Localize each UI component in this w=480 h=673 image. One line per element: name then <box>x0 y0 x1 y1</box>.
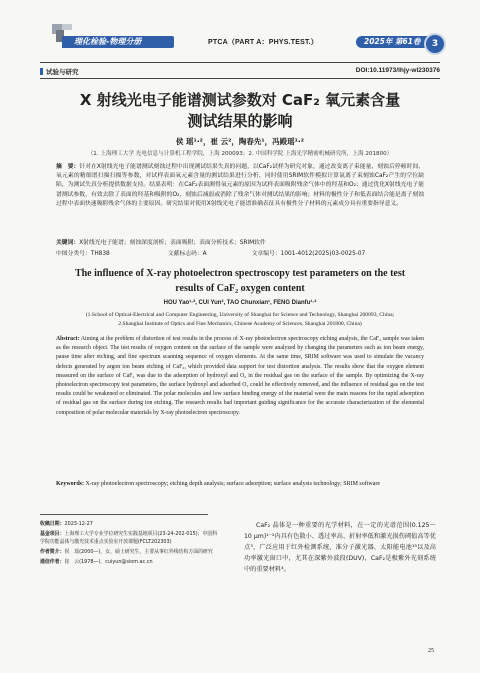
document-code: 文献标志码：A <box>167 251 207 257</box>
footnotes <box>40 520 220 568</box>
page-number: 25 <box>428 648 434 654</box>
title-chinese-line-1: X 射线光电子能谱测试参数对 CaF₂ 氧元素含量 <box>79 91 401 109</box>
affiliation-chinese: （1. 上海理工大学 光电信息与计算机工程学院，上海 200093；2. 中国科学院 上海光学精密机械研究所，上海 201800） <box>87 151 393 157</box>
keywords-chinese <box>56 237 424 246</box>
authors-chinese: 侯 瑶¹·²，崔 云²，陶春先¹，冯殿瑶¹·² <box>175 137 305 146</box>
abstract-english <box>56 335 424 418</box>
abstract-english-label: Abstract: <box>56 336 80 342</box>
section-marker-icon <box>40 68 43 75</box>
keywords-english-label: Keywords: <box>56 481 84 487</box>
section-label: 试验与研究 <box>46 68 79 76</box>
title-chinese <box>40 90 440 132</box>
doi: DOI:10.11973/lhjy-wl230376 <box>355 67 440 74</box>
footnote-fund: 基金项目：上海理工大学专业学位研究生实践基地项目(23-24-202-015)；中国科学院功能晶体与激光技术重点实验室开放课题(FCLT202303) <box>40 530 218 546</box>
keywords-chinese-label: 关键词： <box>56 240 80 246</box>
journal-name-banner <box>62 36 174 48</box>
abstract-chinese-text: 针对在X射线光电子能谱测试刻蚀过程中出现测试结果失真的问题，以CaF₂试样为研究对象，通过改变离子束能量、刻蚀后停顿时间、氧元素的精细谱扫描扫描等参数，对试样表面氧元素含量的测试结果进行分析，同时使用SRIM软件模拟计算氩离子束刻蚀CaF₂产生的空位缺陷，为测试失真分析提供数据支持。结果表明：在CaF₂表面测得氧元素的原因为试样表面吸附残余气体中的羟基和O₂；通过优化X射线光电子能谱测试参数，有效去除了表面的羟基和吸附的O₂，刻蚀后减弱或消除了残余气体对测试结果的影响；材料的极性分子和低表面结合能是离子刻蚀过程中表面快速吸附残余气体的主要原因。研究结果对使用X射线光电子能谱准确表征具有极性分子材料的元素成分具有重要指导意义。 <box>56 164 424 207</box>
issue-badge: 3 <box>424 33 446 55</box>
affiliation-english-line-2: 2.Shanghai Institute of Optics and Fine Mechanics, Chinese Academy of Sciences, Shanghai 201800, China) <box>118 320 362 327</box>
abstract-chinese <box>56 163 424 209</box>
doi-divider <box>40 78 440 79</box>
footnote-corresponding: 通信作者：崔 云(1978—)，cuiyun@siom.ac.cn <box>40 559 153 566</box>
abstract-chinese-label: 摘 要： <box>56 164 80 170</box>
header-divider <box>40 62 440 63</box>
footnote-author: 作者简介：侯 瑶(2000—)，女，硕士研究生，主要从事红外线结构方面的研究 <box>40 549 213 556</box>
section-tag <box>40 67 79 76</box>
clc-number: 中图分类号：TH838 <box>56 251 110 257</box>
volume-label: 2025年 第61卷 <box>364 37 421 46</box>
title-english-line-1: The influence of X-ray photoelectron spectroscopy test parameters on the test <box>74 268 406 279</box>
journal-abbrev: PTCA（PART A：PHYS.TEST.） <box>208 39 318 46</box>
title-english <box>40 266 440 296</box>
journal-name: 理化检验-物理分册 <box>74 37 142 46</box>
title-english-line-2: results of CaF₂ oxygen content <box>175 283 305 294</box>
keywords-chinese-text: X射线光电子能谱；刻蚀深度剖析；表面吸附；表面分析技术；SRIM软件 <box>79 240 266 246</box>
article-number: 文章编号：1001-4012(2025)03-0025-07 <box>251 251 366 257</box>
footnote-divider <box>40 514 208 515</box>
authors-english: HOU Yao¹·², CUI Yun², TAO Chunxian¹, FENG Dianfu¹·² <box>163 300 317 306</box>
affiliation-english-line-1: (1.School of Optical-Electrical and Computer Engineering, University of Shanghai for Science and Technology, Shanghai 200093, China; <box>85 312 395 318</box>
volume-banner <box>356 36 428 48</box>
body-text-column: CaF₂ 晶体是一种重要的光学材料，在一定的光谱范围(0.125～10 μm)¹⁻²内具有色散小、透过率高、折射率低和激光损伤阈值高等优点³，广泛应用于红外检测系统、准分子激光器、太阳能电池¹³以及高功率激光窗口中，尤其在深紫外波段(DUV)，CaF₂是极紫外光刻系统中的重要材料⁴。 <box>244 522 436 573</box>
affiliation-english <box>40 311 440 328</box>
title-chinese-line-2: 测试结果的影响 <box>187 112 293 130</box>
keywords-english-text: X-ray photoelectron spectroscopy; etching depth analysis; surface adsorption; surface analysis technology; SRIM software <box>85 481 381 487</box>
classification-line <box>56 248 436 257</box>
footnote-received: 收稿日期：2023-12-27 <box>40 521 93 527</box>
keywords-english <box>56 480 424 489</box>
abstract-english-text: Aiming at the problem of distortion of test results in the process of X-ray photoelectron spectroscopy etching analysis, the CaF₂ sample was taken as the research object. The test results of oxygen content on the surface of the sample were analyzed by changing the parameters such as ion beam energy, pause time after etching, and fine spectrum scanning sequence of oxygen elements. At the same time, SRIM software was used to simulate the vacancy defects generated by argon ion beam etching of CaF₂, which provided data support for test distortion analysis. The results show that the oxygen element measured on the surface of CaF₂ was due to the adsorption of hydroxyl and O₂ in the residual gas on the surface of the sample. By optimizing the X-ray photoelectron spectroscopy test parameters, the surface hydroxyl and adsorbed O₂ could be effectively removed, and the influence of residual gas on the test results could be weakened or eliminated. The polar molecules and low surface binding energy of the material were the main reasons for the rapid adsorption of residual gas on the surface during ion etching. The research results had important guiding significance for the accurate characterization of the elemental composition of polar molecular materials by X-ray photoelectron spectroscopy. <box>56 336 424 416</box>
